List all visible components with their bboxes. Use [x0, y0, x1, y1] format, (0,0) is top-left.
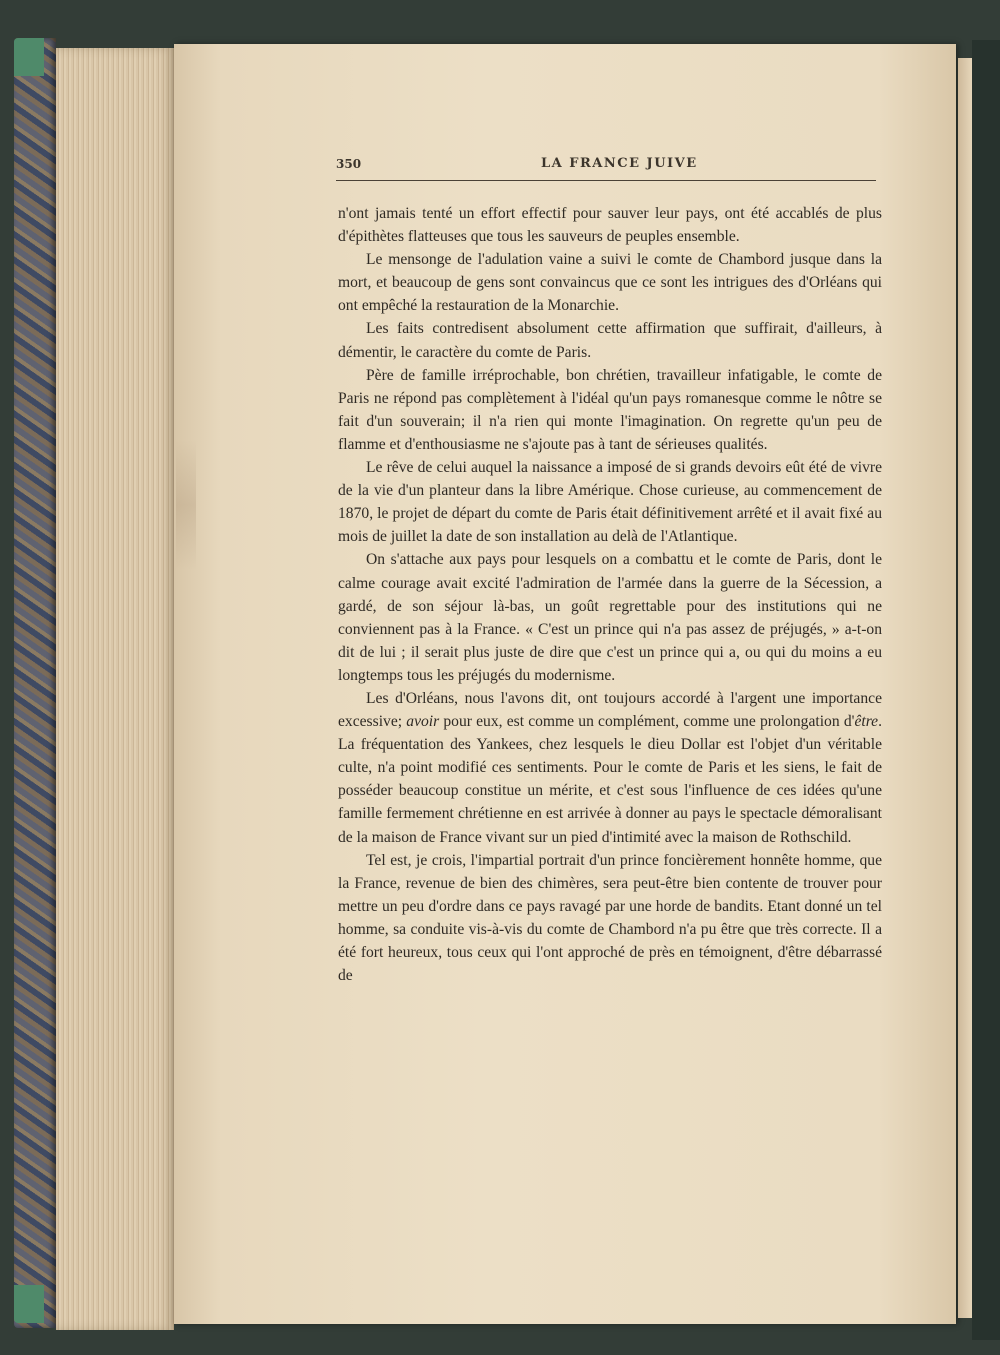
page-stain	[176, 440, 196, 570]
paragraph: Le mensonge de l'adulation vaine a suivi le comte de Chambord jusque dans la mort, et beaucoup de gens sont convaincus que ce sont les intrigues des d'Orléans qui ont empêché la restauration de la Monarchie.	[338, 251, 882, 315]
running-title: LA FRANCE JUIVE	[541, 156, 698, 171]
paragraph: n'ont jamais tenté un effort effectif pour sauver leur pays, ont été accablés de plus d'épithètes flatteuses que tous les sauveurs de peuples ensemble.	[338, 205, 882, 246]
cover-corner-top	[14, 38, 44, 76]
facing-page-edge	[958, 58, 972, 1318]
book-cover-marbled	[14, 38, 56, 1328]
body-text	[338, 202, 882, 987]
text-run: . La fréquentation des Yankees, chez lesquels le dieu Dollar est l'objet d'un véritable culte, n'a point modifié ces sentiments. Pour le comte de Paris et les siens, le fait de posséder beaucoup constitue un mérite, et c'est sous l'influence de ces idées qu'une famille fermement chrétienne en est arrivée à donner au pays le spectacle démoralisant de la maison de France vivant sur un pied d'intimité avec la maison de Rothschild.	[338, 713, 883, 846]
right-cover	[972, 40, 1000, 1340]
text-run: pour eux, est comme un complément, comme une prolongation d'	[439, 713, 855, 731]
paragraph: Les faits contredisent absolument cette affirmation que suffirait, d'ailleurs, à démentir, le caractère du comte de Paris.	[338, 320, 882, 361]
italic-word: être	[854, 713, 879, 731]
paragraph: Père de famille irréprochable, bon chrétien, travailleur infatigable, le comte de Paris ne répond pas complètement à l'idéal qu'un pays romanesque comme le nôtre se fait d'un souverain; il n'a rien qui monte l'imagination. On regrette qu'un peu de flamme et d'enthousiasme ne s'ajoute pas à tant de sérieuses qualités.	[338, 366, 882, 453]
paragraph: Le rêve de celui auquel la naissance a imposé de si grands devoirs eût été de vivre de la vie d'un planteur dans la libre Amérique. Chose curieuse, au commencement de 1870, le projet de départ du comte de Paris était définitivement arrêté et il avait fixé au mois de juillet la date de son installation au delà de l'Atlantique.	[338, 459, 882, 546]
text-run: Les d'Orléans, nous l'avons dit, ont toujours accordé à l'argent une importance excessive;	[338, 689, 882, 731]
page-stack-edge	[56, 48, 174, 1330]
paragraph	[338, 687, 882, 849]
running-head	[336, 157, 876, 177]
cover-corner-bottom	[14, 1285, 44, 1323]
page-number: 350	[336, 157, 362, 171]
paragraph: On s'attache aux pays pour lesquels on a combattu et le comte de Paris, dont le calme courage avait excité l'admiration de l'armée dans la guerre de la Sécession, a gardé, de son séjour là-bas, un goût regrettable pour des institutions qui ne conviennent pas à la France. « C'est un prince qui n'a pas assez de préjugés, » a-t-on dit de lui ; il serait plus juste de dire que c'est un prince qui a, ou qui du moins a eu longtemps tous les préjugés du modernisme.	[338, 551, 882, 684]
italic-word: avoir	[406, 713, 440, 731]
header-rule	[336, 180, 876, 181]
paragraph: Tel est, je crois, l'impartial portrait d'un prince foncièrement honnête homme, que la France, revenue de bien des chimères, sera peut-être bien contente de trouver pour mettre un peu d'ordre dans ce pays ravagé par une horde de bandits. Etant donné un tel homme, sa conduite vis-à-vis du comte de Chambord n'a pu être que très correcte. Il a été fort heureux, tous ceux qui l'ont approché de près en témoignent, d'être débarrassé de	[338, 851, 882, 985]
